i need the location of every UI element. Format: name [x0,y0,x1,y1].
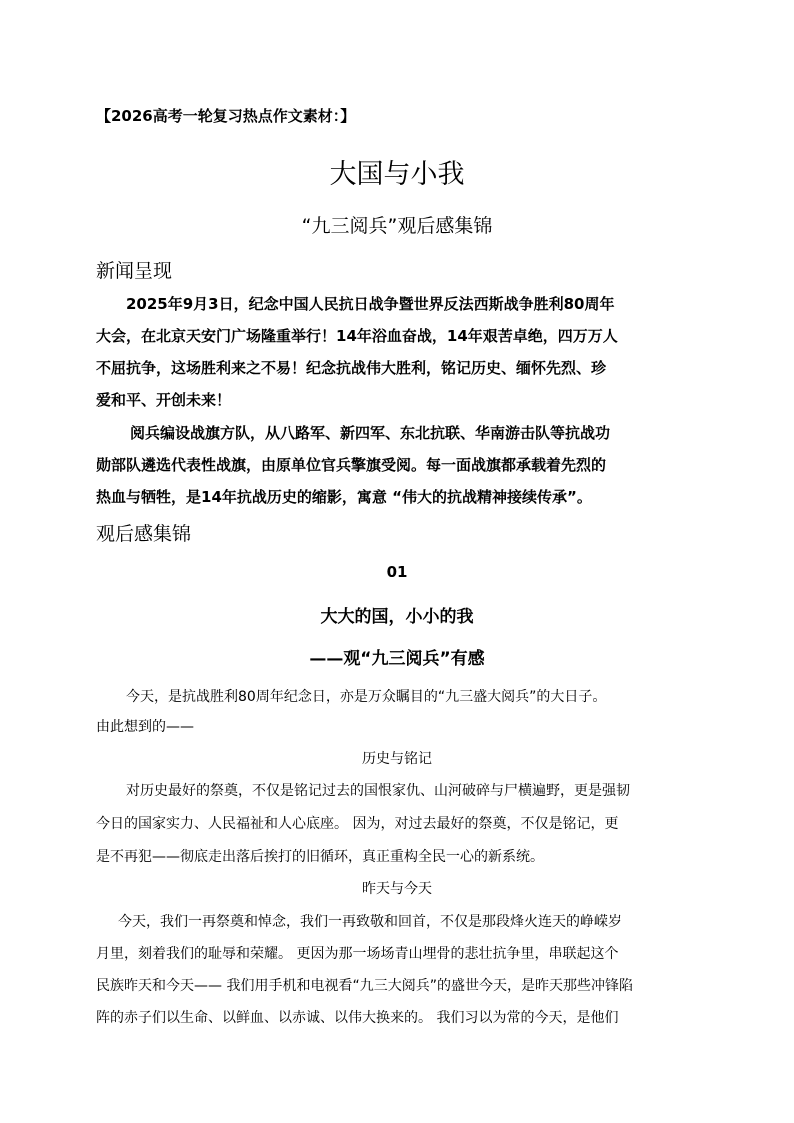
page-title: 大国与小我 [329,159,465,190]
subheading-yesterday-today: 昨天与今天 [362,881,432,897]
news-line: 2025年9月3日，纪念中国人民抗日战争暨世界反法西斯战争胜利80周年 [126,295,615,313]
essay-subtitle: ——观“九三阅兵”有感 [309,649,485,669]
essay-number: 01 [386,563,408,581]
news-line: 勋部队遴选代表性战旗，由原单位官兵擎旗受阅。每一面战旗都承载着先烈的 [96,456,607,474]
news-line: 大会，在北京天安门广场隆重举行！14年浴血奋战，14年艰苦卓绝，四万万人 [96,327,618,345]
section-heading-reviews: 观后感集锦 [96,523,192,545]
news-line: 不屈抗争，这场胜利来之不易！纪念抗战伟大胜利，铭记历史、缅怀先烈、珍 [96,359,607,377]
body-line: 今日的国家实力、人民福祉和人心底座。 因为，对过去最好的祭奠，不仅是铭记，更 [96,816,619,832]
body-line: 是不再犯——彻底走出落后挨打的旧循环，真正重构全民一心的新系统。 [96,849,544,865]
body-line: 民族昨天和今天—— 我们用手机和电视看“九三大阅兵”的盛世今天，是昨天那些冲锋陷 [96,978,633,994]
essay-title: 大大的国，小小的我 [320,607,474,627]
section-heading-news: 新闻呈现 [96,260,173,282]
page-subtitle: “九三阅兵”观后感集锦 [301,215,493,237]
news-line: 阅兵编设战旗方队，从八路军、新四军、东北抗联、华南游击队等抗战功 [130,424,611,442]
body-line: 阵的赤子们以生命、以鲜血、以赤诚、以伟大换来的。 我们习以为常的今天，是他们 [96,1010,619,1026]
body-line: 月里，刻着我们的耻辱和荣耀。 更因为那一场场青山埋骨的悲壮抗争里，串联起这个 [96,946,619,962]
news-line: 热血与牺牲，是14年抗战历史的缩影，寓意 “伟大的抗战精神接续传承”。 [96,488,592,506]
subheading-history: 历史与铭记 [362,751,432,767]
header-tag: 【2026高考一轮复习热点作文素材：】 [96,107,356,125]
news-line: 爱和平、开创未来！ [96,391,232,409]
body-line: 对历史最好的祭奠，不仅是铭记过去的国恨家仇、山河破碎与尸横遍野，更是强韧 [126,783,630,799]
intro-line: 由此想到的—— [96,719,194,735]
intro-line: 今天，是抗战胜利80周年纪念日，亦是万众瞩目的“九三盛大阅兵”的大日子。 [126,689,607,705]
body-line: 今天，我们一再祭奠和悼念，我们一再致敬和回首，不仅是那段烽火连天的峥嵘岁 [118,914,622,930]
